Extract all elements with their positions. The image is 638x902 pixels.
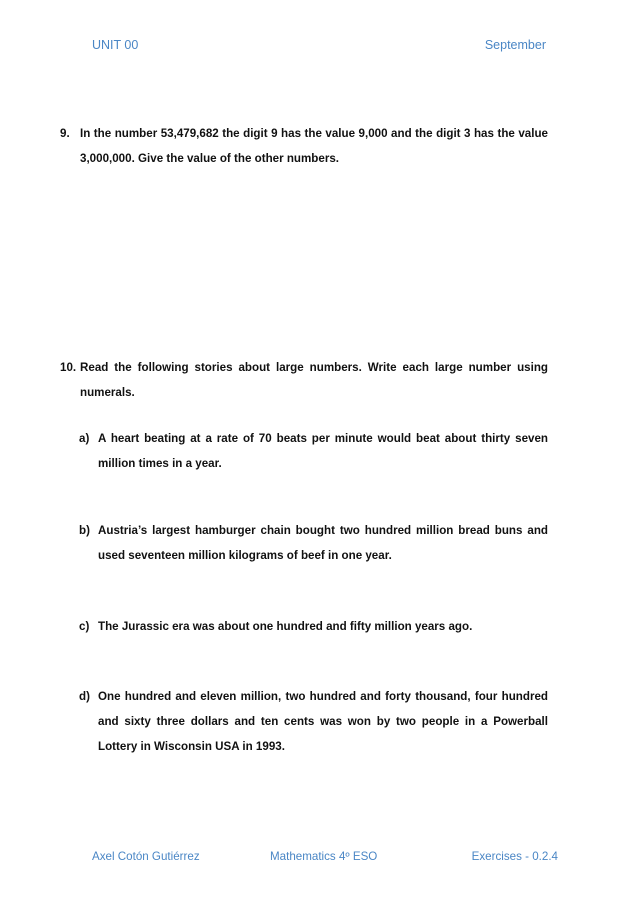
part-text: Austria’s largest hamburger chain bought two hundred million bread buns and used seventeen million kilograms of beef in one year. bbox=[98, 524, 548, 562]
part-letter: c) bbox=[79, 620, 90, 633]
question-text: Read the following stories about large numbers. Write each large number using numerals. bbox=[80, 361, 548, 399]
part-text: A heart beating at a rate of 70 beats per minute would beat about thirty seven million times in a year. bbox=[98, 432, 548, 470]
header-month: September bbox=[484, 38, 546, 52]
question-number: 9. bbox=[60, 127, 70, 140]
question-10-part-c bbox=[79, 614, 548, 639]
question-10-part-d bbox=[79, 684, 548, 759]
part-letter: a) bbox=[79, 432, 90, 445]
footer-author: Axel Cotón Gutiérrez bbox=[92, 850, 200, 863]
part-text: The Jurassic era was about one hundred and fifty million years ago. bbox=[98, 620, 473, 633]
question-10 bbox=[60, 355, 548, 405]
footer-course: Mathematics 4º ESO bbox=[270, 850, 378, 863]
question-10-part-a bbox=[79, 426, 548, 476]
header-unit: UNIT 00 bbox=[92, 38, 139, 52]
part-letter: d) bbox=[79, 690, 90, 703]
part-text: One hundred and eleven million, two hundred and forty thousand, four hundred and sixty three dollars and ten cents was won by two people in a Powerball Lottery in Wisconsin USA in 1993. bbox=[98, 690, 548, 753]
part-letter: b) bbox=[79, 524, 90, 537]
question-10-part-b bbox=[79, 518, 548, 568]
question-number: 10. bbox=[60, 361, 77, 374]
footer-reference: Exercises - 0.2.4 bbox=[471, 850, 558, 863]
question-9 bbox=[60, 121, 548, 171]
question-text: In the number 53,479,682 the digit 9 has the value 9,000 and the digit 3 has the value 3,000,000. Give the value of the other numbers. bbox=[80, 127, 548, 165]
